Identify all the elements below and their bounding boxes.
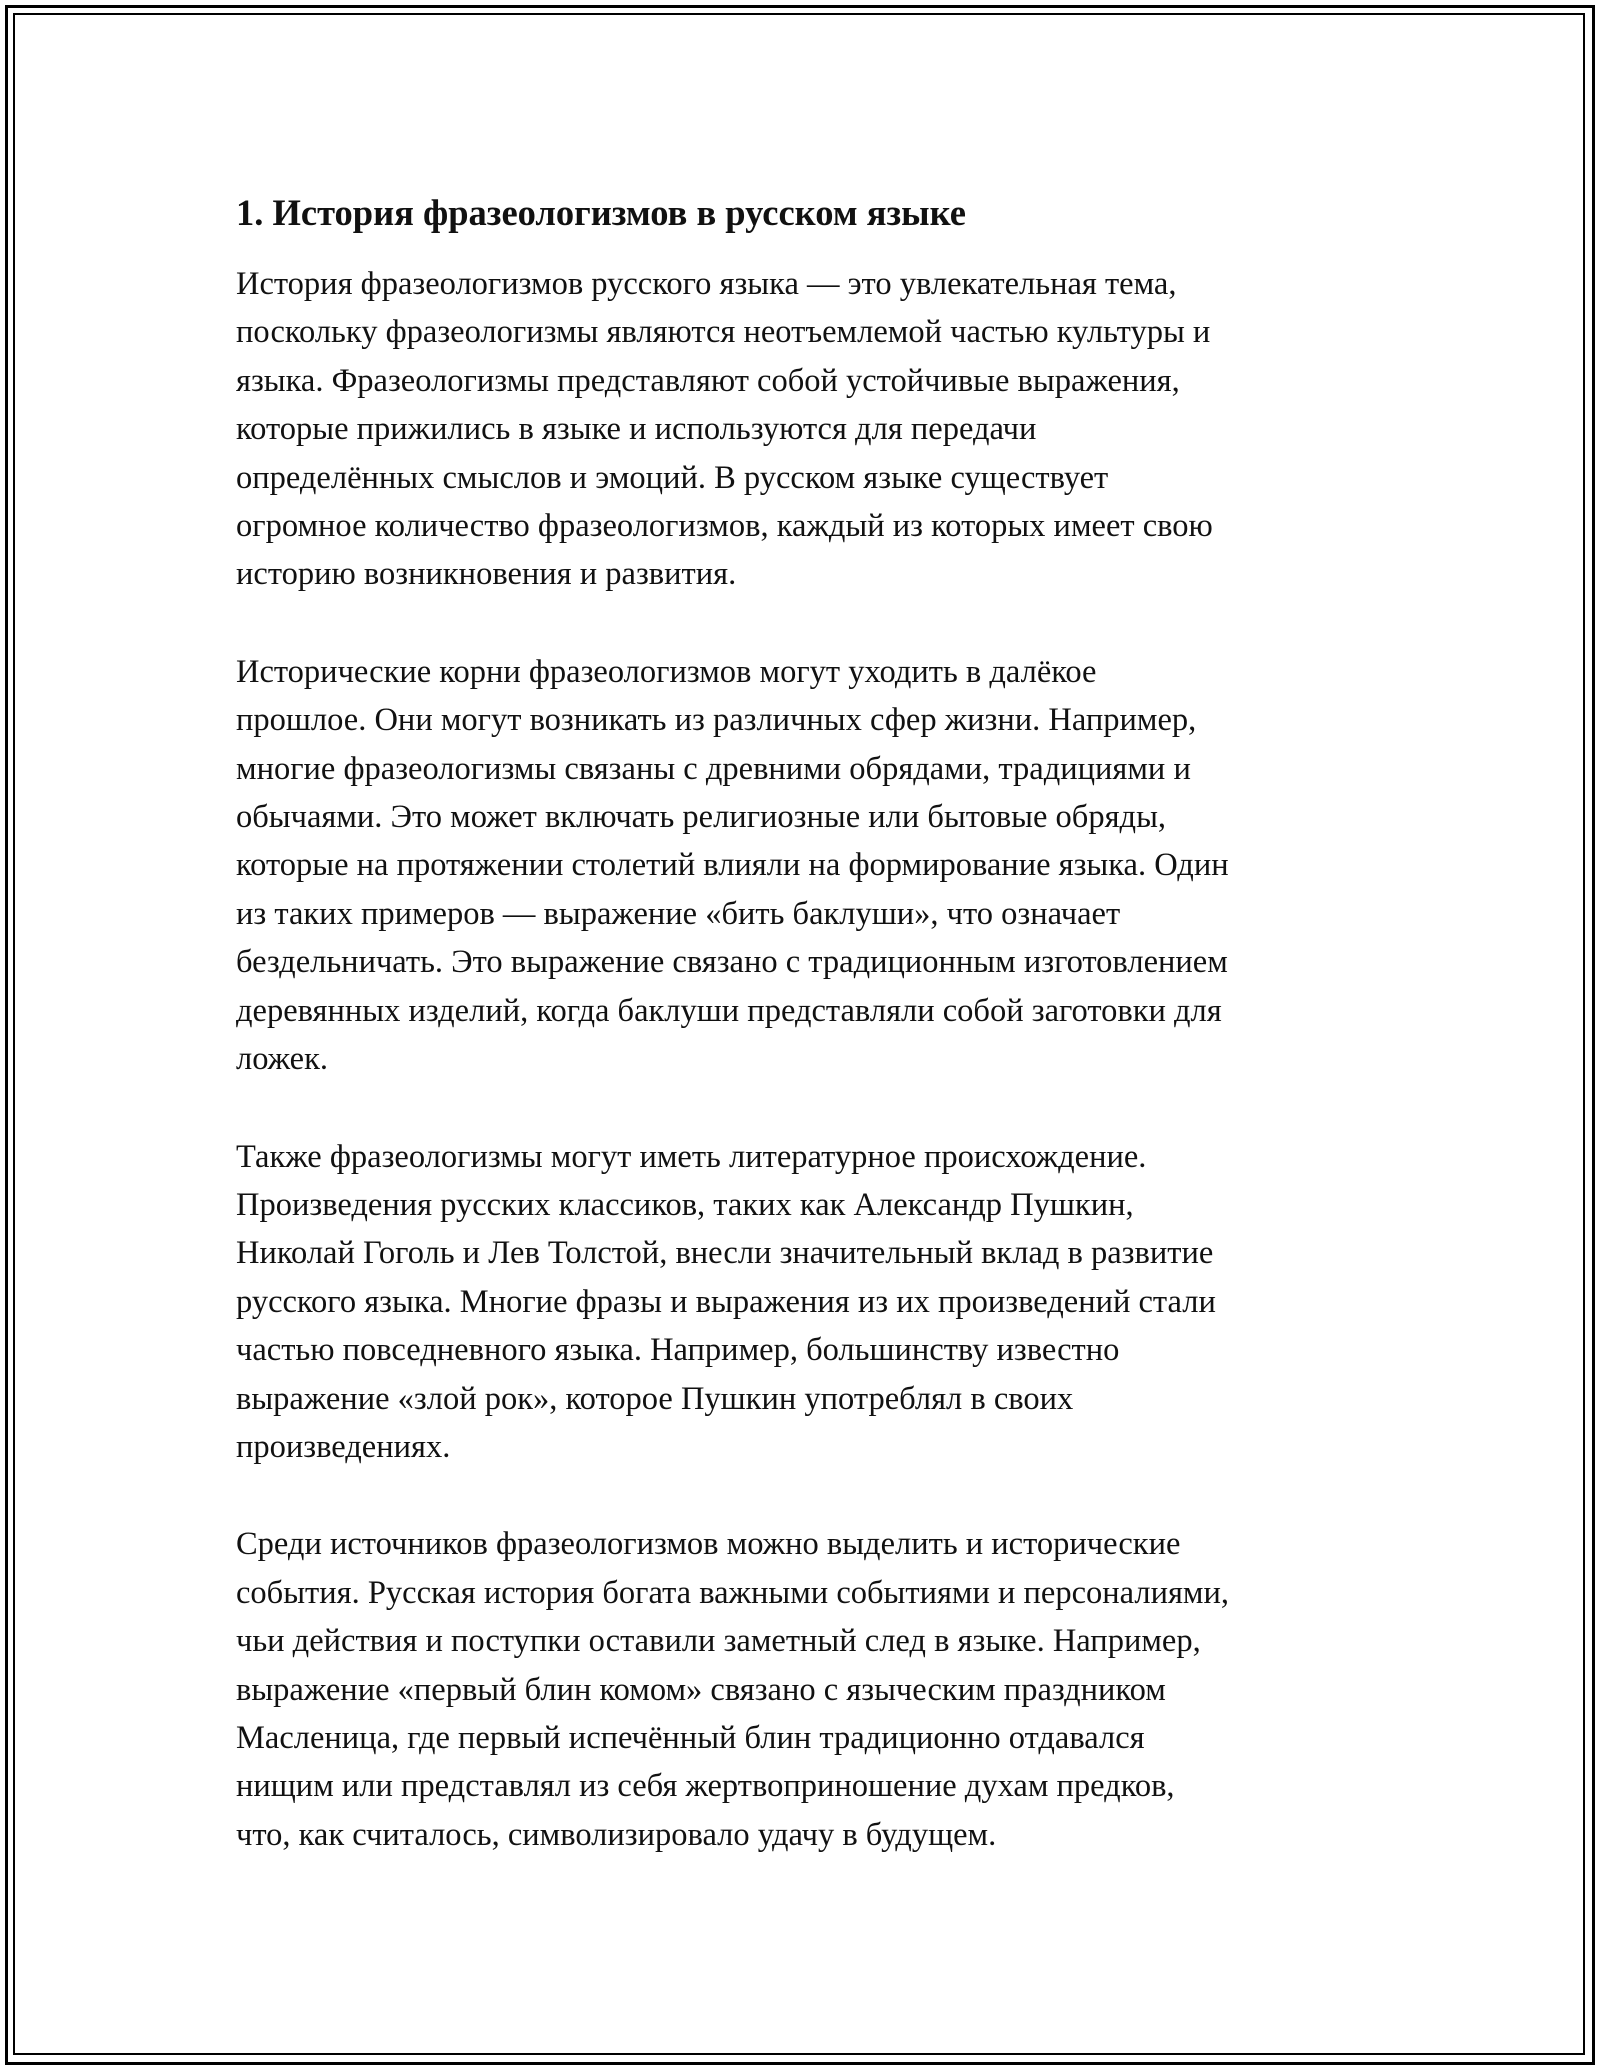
paragraph-line: определённых смыслов и эмоций. В русском языке существует [236,459,1109,496]
document-body [236,188,1386,1908]
paragraph-line: Среди источников фразеологизмов можно выделить и исторические [236,1526,1181,1563]
paragraph-line: поскольку фразеологизмы являются неотъемлемой частью культуры и [236,314,1211,351]
paragraph-line: многие фразеологизмы связаны с древними обрядами, традициями и [236,750,1191,787]
paragraph-line: произведениях. [236,1428,451,1465]
paragraph-line: которые прижились в языке и используются для передачи [236,411,1037,448]
paragraph-line: из таких примеров — выражение «бить баклуши», что означает [236,895,1121,932]
paragraph-line: Масленица, где первый испечённый блин традиционно отдавался [236,1719,1145,1756]
paragraph-line: нищим или представлял из себя жертвоприношение духам предков, [236,1768,1175,1805]
paragraph-line: чьи действия и поступки оставили заметный след в языке. Например, [236,1623,1201,1660]
paragraphs-container [236,260,1386,1859]
paragraph-4 [236,1520,1386,1859]
paragraph-line: Произведения русских классиков, таких как Александр Пушкин, [236,1186,1134,1223]
paragraph-line: которые на протяжении столетий влияли на формирование языка. Один [236,847,1229,884]
paragraph-line: языка. Фразеологизмы представляют собой устойчивые выражения, [236,362,1180,399]
section-heading: 1. История фразеологизмов в русском языке [236,192,966,233]
paragraph-line: русского языка. Многие фразы и выражения из их произведений стали [236,1283,1216,1320]
paragraph-line: ложек. [236,1041,329,1078]
paragraph-line: выражение «злой рок», которое Пушкин употреблял в своих [236,1380,1074,1417]
paragraph-line: деревянных изделий, когда баклуши представляли собой заготовки для [236,992,1222,1029]
paragraph-line: выражение «первый блин комом» связано с языческим праздником [236,1671,1166,1708]
paragraph-line: Николай Гоголь и Лев Толстой, внесли значительный вклад в развитие [236,1235,1214,1272]
paragraph-line: огромное количество фразеологизмов, каждый из которых имеет свою [236,508,1213,545]
paragraph-line: обычаями. Это может включать религиозные или бытовые обряды, [236,799,1167,836]
paragraph-line: Исторические корни фразеологизмов могут уходить в далёкое [236,653,1097,690]
paragraph-1 [236,260,1386,599]
paragraph-2 [236,648,1386,1084]
paragraph-line: что, как считалось, символизировало удачу в будущем. [236,1816,997,1853]
paragraph-line: события. Русская история богата важными событиями и персоналиями, [236,1574,1230,1611]
paragraph-line: историю возникновения и развития. [236,556,737,593]
paragraph-3 [236,1133,1386,1472]
paragraph-line: История фразеологизмов русского языка — это увлекательная тема, [236,266,1177,302]
paragraph-line: частью повседневного языка. Например, большинству известно [236,1332,1120,1369]
paragraph-line: Также фразеологизмы могут иметь литературное происхождение. [236,1138,1147,1175]
paragraph-line: прошлое. Они могут возникать из различных сфер жизни. Например, [236,702,1197,739]
paragraph-line: бездельничать. Это выражение связано с традиционным изготовлением [236,944,1228,981]
